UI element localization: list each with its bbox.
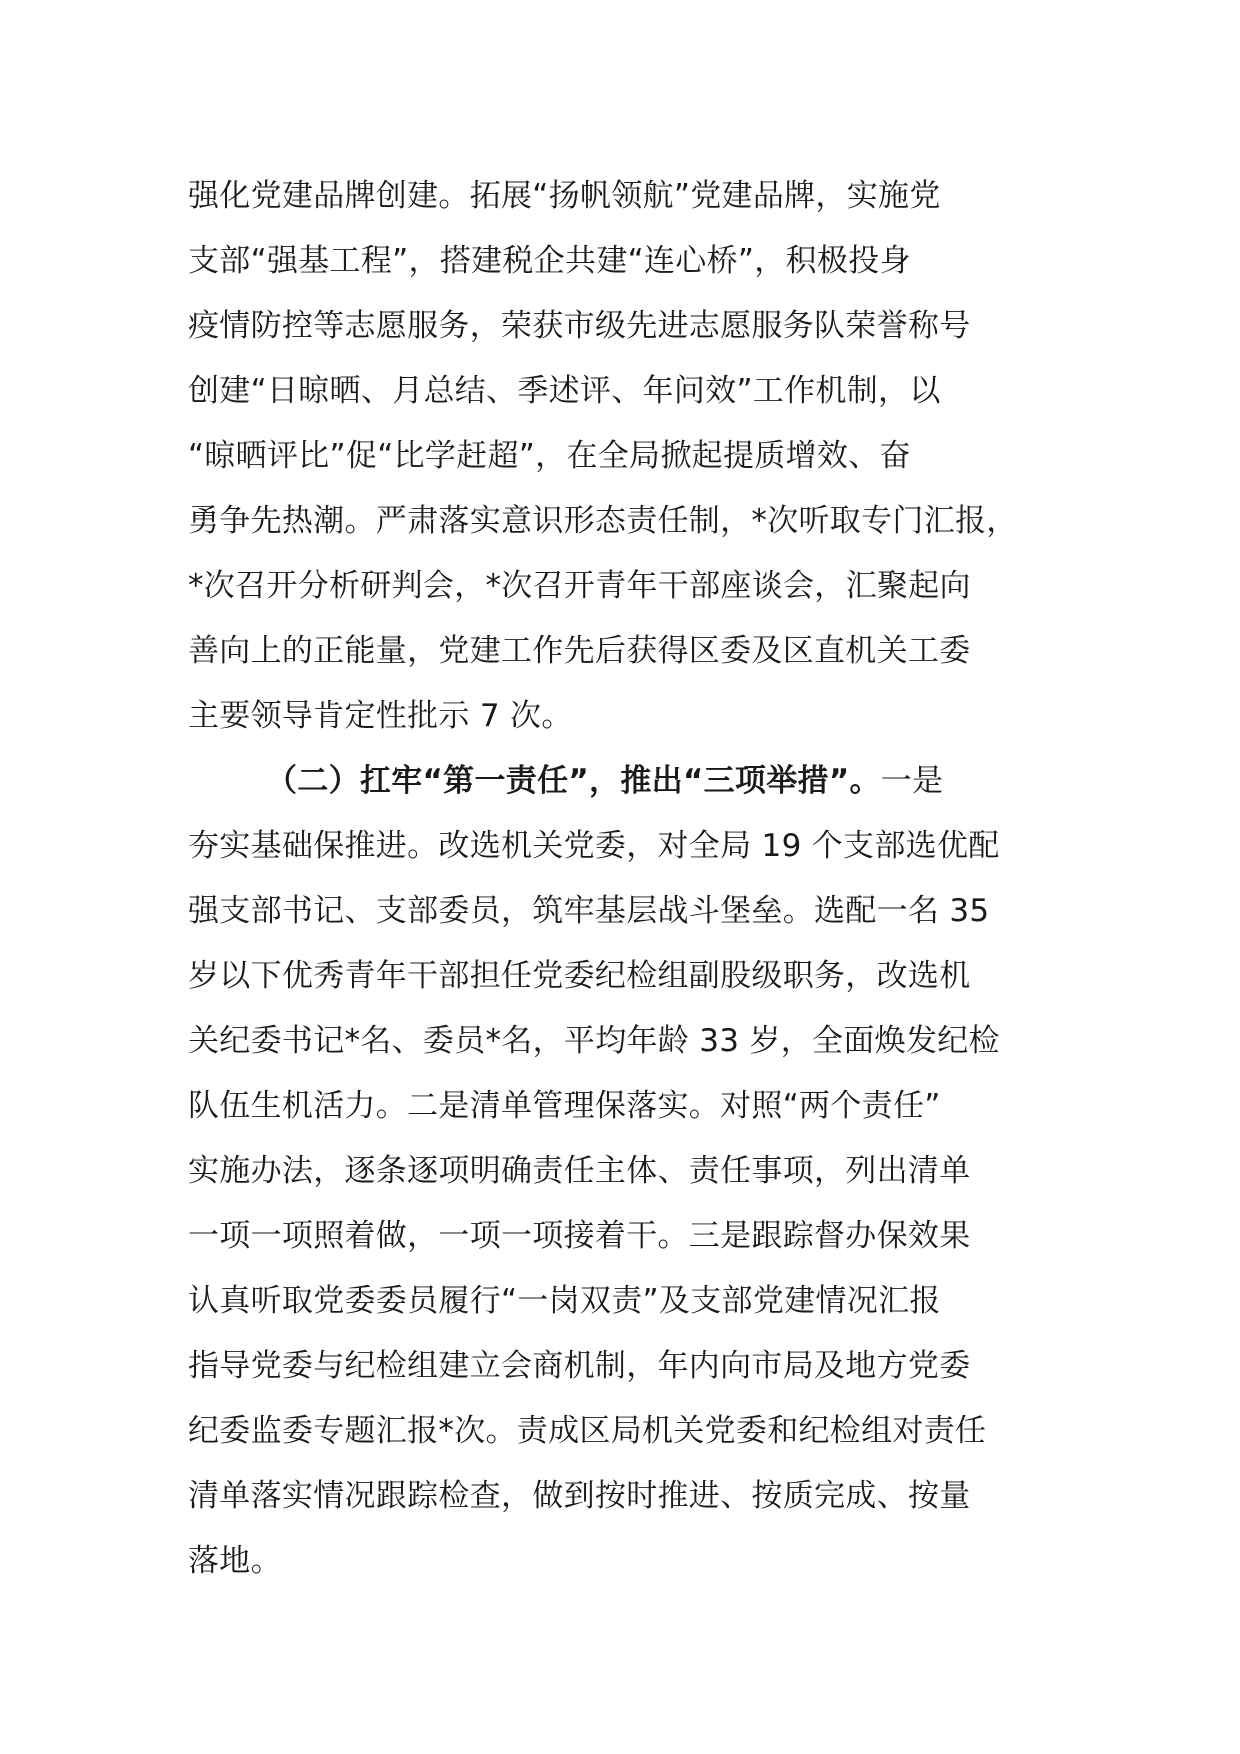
text-line: 纪委监委专题汇报*次。责成区局机关党委和纪检组对责任: [188, 1413, 987, 1449]
paragraph-heading-line: [188, 749, 1078, 814]
text-line: 实施办法，逐条逐项明确责任主体、责任事项，列出清单: [188, 1153, 971, 1189]
paragraph-party-brand: [188, 164, 1078, 749]
section-heading: （二）扛牢“第一责任”，推出“三项举措”。: [266, 763, 881, 799]
text-line: 强支部书记、支部委员，筑牢基层战斗堡垒。选配一名 35: [188, 893, 990, 929]
text-line: “晾晒评比”促“比学赶超”，在全局掀起提质增效、奋: [188, 438, 911, 474]
text-line: 支部“强基工程”，搭建税企共建“连心桥”，积极投身: [188, 243, 911, 279]
text-line: 创建“日晾晒、月总结、季述评、年问效”工作机制，以: [188, 373, 941, 409]
text-line: 强化党建品牌创建。拓展“扬帆领航”党建品牌，实施党: [188, 178, 941, 214]
text-line: 认真听取党委委员履行“一岗双责”及支部党建情况汇报: [188, 1283, 941, 1319]
paragraph-first-responsibility: [188, 749, 1078, 1594]
text-line: 队伍生机活力。二是清单管理保落实。对照“两个责任”: [188, 1088, 941, 1124]
text-line: 指导党委与纪检组建立会商机制，年内向市局及地方党委: [188, 1348, 971, 1384]
text-line: 勇争先热潮。严肃落实意识形态责任制，*次听取专门汇报，: [188, 503, 1018, 539]
text-line: 善向上的正能量，党建工作先后获得区委及区直机关工委: [188, 633, 971, 669]
text-line: *次召开分析研判会，*次召开青年干部座谈会，汇聚起向: [188, 568, 971, 604]
text-line: 主要领导肯定性批示 7 次。: [188, 698, 573, 734]
text-line: 一项一项照着做，一项一项接着干。三是跟踪督办保效果: [188, 1218, 971, 1254]
text-line: 清单落实情况跟踪检查，做到按时推进、按质完成、按量: [188, 1478, 971, 1514]
text-line: 落地。: [188, 1543, 282, 1579]
text-line: 岁以下优秀青年干部担任党委纪检组副股级职务，改选机: [188, 958, 971, 994]
text-line: 夯实基础保推进。改选机关党委，对全局 19 个支部选优配: [188, 828, 1000, 864]
text-line: 关纪委书记*名、委员*名，平均年龄 33 岁，全面焕发纪检: [188, 1023, 1000, 1059]
heading-line-rest: 一是: [880, 763, 944, 799]
text-line: 疫情防控等志愿服务，荣获市级先进志愿服务队荣誉称号: [188, 308, 971, 344]
